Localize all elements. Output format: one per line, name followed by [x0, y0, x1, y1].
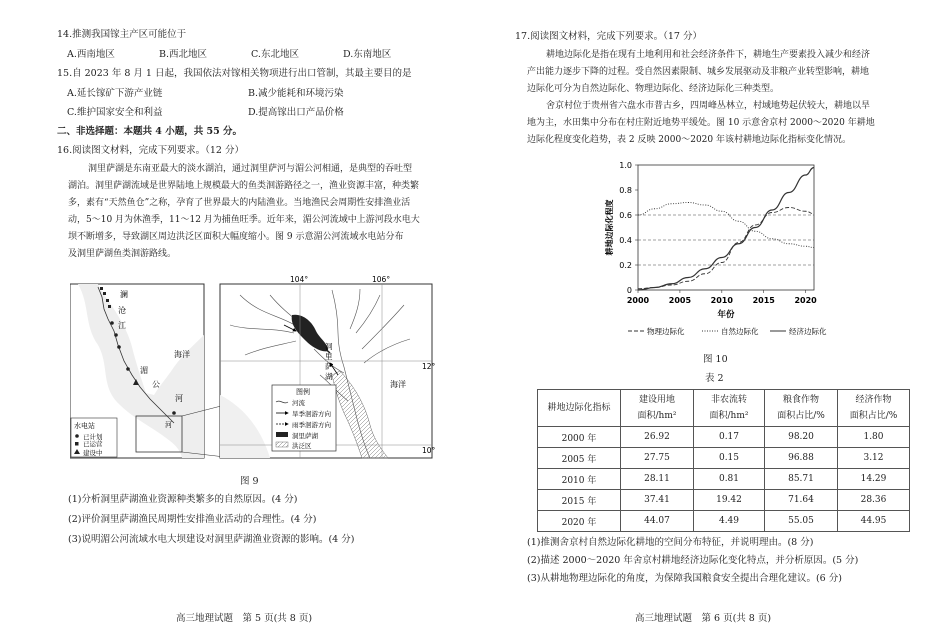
- table-cell: 27.75: [621, 448, 694, 469]
- q16-para-line: 洞里萨湖是东南亚最大的淡水湖泊，通过洞里萨河与湄公河相通，是典型的吞吐型: [88, 164, 413, 174]
- table-row: [538, 490, 910, 511]
- table-cell: 37.41: [621, 490, 694, 511]
- q17-question-3: (3)从耕地物理边际化的角度，为保障我国粮食安全提出合理化建议。(6 分): [527, 573, 842, 584]
- q15-option-a[interactable]: A.延长镓矿下游产业链: [67, 88, 163, 99]
- main-legend-item: 旱季洄游方向: [292, 410, 331, 418]
- series-line-2: [638, 203, 814, 248]
- q16-question-1: (1)分析洞里萨湖渔业资源种类繁多的自然原因。(4 分): [68, 494, 298, 505]
- q14-option-d[interactable]: D.东南地区: [343, 49, 392, 60]
- lat-label: 10°: [422, 446, 436, 455]
- table-header-cell: 粮食作物 面积占比/%: [765, 390, 838, 427]
- table-row: [538, 448, 910, 469]
- legend-label: 经济边际化: [789, 327, 827, 336]
- q15-option-d[interactable]: D.提高镓出口产品价格: [248, 107, 344, 118]
- q17-para1-line: 产出能力逐步下降的过程。受自然因素限制、城乡发展驱动及非粮产业转型影响，耕地: [527, 67, 870, 77]
- table-cell: 14.29: [838, 469, 910, 490]
- figure-10-chart: [600, 155, 840, 350]
- y-tick-label: 1.0: [619, 161, 632, 170]
- x-axis-label: 年份: [717, 310, 735, 320]
- table-header-cell: 非农流转 面积/hm²: [694, 390, 765, 427]
- q16-para-line: 多，素有“天然鱼仓”之称，孕育了世界最大的内陆渔业。当地渔民会周期性安排渔业活: [68, 198, 411, 208]
- q14-option-c[interactable]: C.东北地区: [251, 49, 299, 60]
- station-legend-item: 已计划: [83, 433, 103, 441]
- river-char: 沧: [118, 306, 126, 315]
- plot-frame: [638, 165, 814, 290]
- station-legend-item: 建设中: [83, 449, 103, 457]
- q16-para-line: 湖泊。洞里萨湖流域是世界陆地上规模最大的鱼类洄游路径之一，渔业资源丰富，种类繁: [68, 181, 420, 191]
- table-header-cell: 经济作物 面积占比/%: [838, 390, 910, 427]
- q17-para2-line: 地为主，水田集中分布在村庄附近地势平缓处。图 10 示意舍京村 2000～2020 年耕地: [527, 118, 875, 128]
- table-cell: 4.49: [694, 511, 765, 532]
- q16-para-line: 及洞里萨湖鱼类洄游路线。: [68, 249, 177, 259]
- table-cell: 2000 年: [538, 427, 621, 448]
- table-cell: 44.95: [838, 511, 910, 532]
- table-row: [538, 427, 910, 448]
- lake-label-char: 洞: [325, 342, 333, 351]
- planned-marker: [75, 434, 79, 438]
- y-tick-label: 0.4: [619, 236, 632, 245]
- lake-label-char: 湖: [325, 372, 333, 381]
- table-2-caption: 表 2: [705, 373, 724, 384]
- station-legend-item: 已运营: [83, 440, 103, 448]
- lake-label-char: 里: [325, 352, 333, 361]
- operating-marker: [75, 442, 79, 446]
- q17-para2-line: 舍京村位于贵州省六盘水市普古乡，四周峰丛林立，村域地势起伏较大，耕地以旱: [546, 101, 871, 111]
- q17-para1-line: 耕地边际化是指在现有土地利用和社会经济条件下，耕地生产要素投入减少和经济: [546, 50, 871, 60]
- lon-label: 106°: [372, 275, 391, 284]
- q16-stem: 16.阅读图文材料，完成下列要求。（12 分）: [57, 145, 244, 156]
- series-line-3: [638, 168, 814, 291]
- main-legend-item: 河流: [292, 399, 305, 407]
- table-body: [538, 427, 910, 532]
- figure-10-caption: 图 10: [703, 354, 728, 365]
- table-row: [538, 469, 910, 490]
- table-cell: 26.92: [621, 427, 694, 448]
- river-char: 湄: [140, 366, 148, 375]
- q14-option-b[interactable]: B.西北地区: [159, 49, 208, 60]
- legend-label: 自然边际化: [721, 327, 759, 336]
- series-line-1: [638, 208, 814, 289]
- legend-label: 物理边际化: [647, 327, 685, 336]
- y-tick-label: 0.2: [619, 261, 632, 270]
- lake-label-char: 萨: [325, 362, 333, 371]
- table-cell: 2005 年: [538, 448, 621, 469]
- sea-left-label: 海洋: [174, 350, 190, 359]
- table-cell: 85.71: [765, 469, 838, 490]
- river-char: 河: [175, 394, 183, 403]
- table-cell: 0.15: [694, 448, 765, 469]
- y-tick-label: 0.8: [619, 186, 632, 195]
- x-tick-label: 2020: [794, 296, 817, 305]
- footer-left: 高三地理试题 第 5 页(共 8 页): [176, 613, 313, 624]
- q16-para-line: 坝不断增多，导致湖区周边洪泛区面积大幅度缩小。图 9 示意湄公河流域水电站分布: [68, 232, 404, 242]
- table-row: [538, 511, 910, 532]
- y-tick-label: 0: [626, 286, 632, 295]
- table-cell: 19.42: [694, 490, 765, 511]
- table-cell: 0.17: [694, 427, 765, 448]
- table-cell: 28.11: [621, 469, 694, 490]
- table-cell: 71.64: [765, 490, 838, 511]
- q14-stem: 14.推测我国镓主产区可能位于: [57, 29, 187, 40]
- q16-question-2: (2)评价洞里萨湖渔民周期性安排渔业活动的合理性。(4 分): [68, 514, 317, 525]
- table-cell: 28.36: [838, 490, 910, 511]
- footer-right: 高三地理试题 第 6 页(共 8 页): [635, 613, 772, 624]
- table-2: [537, 389, 910, 532]
- main-legend-title: 图例: [296, 388, 310, 396]
- lat-label: 12°: [422, 362, 436, 371]
- lon-label: 104°: [290, 275, 309, 284]
- y-tick-label: 0.6: [619, 211, 632, 220]
- q16-question-3: (3)说明湄公河流域水电大坝建设对洞里萨湖渔业资源的影响。(4 分): [68, 534, 355, 545]
- table-header-cell: 耕地边际化指标: [538, 390, 621, 427]
- x-tick-label: 2005: [668, 296, 692, 305]
- table-cell: 3.12: [838, 448, 910, 469]
- main-legend-item: 洞里萨湖: [292, 432, 318, 440]
- figure-9-caption: 图 9: [240, 476, 259, 487]
- q17-question-2: (2)描述 2000～2020 年舍京村耕地经济边际化变化特点，并分析原因。(5 分): [527, 555, 859, 566]
- y-axis-label: 耕地边际化程度: [605, 199, 614, 256]
- q17-para2-line: 边际化程度变化趋势，表 2 反映 2000～2020 年该村耕地边际化指标变化情况。: [527, 135, 851, 145]
- river-char: 公: [152, 380, 160, 389]
- legend-floodplain-symbol: [276, 442, 288, 447]
- figure-9-map: [70, 275, 442, 465]
- q15-stem: 15.自 2023 年 8 月 1 日起，我国依法对镓相关物项进行出口管制，其最主要目的是: [57, 68, 412, 79]
- inset-river-label: 河: [165, 421, 172, 429]
- q17-question-1: (1)推测舍京村自然边际化耕地的空间分布特征，并说明理由。(8 分): [527, 537, 814, 548]
- q15-option-c[interactable]: C.维护国家安全和利益: [67, 107, 163, 118]
- river-char: 江: [118, 321, 126, 330]
- legend-lake-symbol: [276, 432, 288, 437]
- table-cell: 0.81: [694, 469, 765, 490]
- q16-para-line: 动，5～10 月为休渔季，11～12 月为捕鱼旺季。近年来，湄公河流域中上游河段水电大: [68, 215, 420, 225]
- sea-right-label: 海洋: [390, 380, 406, 389]
- section-2-heading: 二、非选择题：本题共 4 小题，共 55 分。: [57, 126, 243, 137]
- table-cell: 1.80: [838, 427, 910, 448]
- q15-option-b[interactable]: B.减少能耗和环境污染: [248, 88, 344, 99]
- table-cell: 44.07: [621, 511, 694, 532]
- table-cell: 2020 年: [538, 511, 621, 532]
- x-tick-label: 2015: [752, 296, 775, 305]
- table-cell: 55.05: [765, 511, 838, 532]
- q17-stem: 17.阅读图文材料，完成下列要求。（17 分）: [515, 31, 702, 42]
- main-legend-item: 雨季洄游方向: [292, 421, 331, 429]
- table-header-cell: 建设用地 面积/hm²: [621, 390, 694, 427]
- river-char: 澜: [120, 290, 128, 299]
- table-cell: 96.88: [765, 448, 838, 469]
- q17-para1-line: 边际化可分为自然边际化、物理边际化、经济边际化三种类型。: [527, 84, 780, 94]
- x-tick-label: 2000: [626, 296, 650, 305]
- x-tick-label: 2010: [710, 296, 733, 305]
- q14-option-a[interactable]: A.西南地区: [67, 49, 115, 60]
- table-cell: 98.20: [765, 427, 838, 448]
- main-legend-item: 洪泛区: [292, 442, 312, 450]
- station-legend-title: 水电站: [74, 422, 95, 430]
- table-cell: 2010 年: [538, 469, 621, 490]
- table-cell: 2015 年: [538, 490, 621, 511]
